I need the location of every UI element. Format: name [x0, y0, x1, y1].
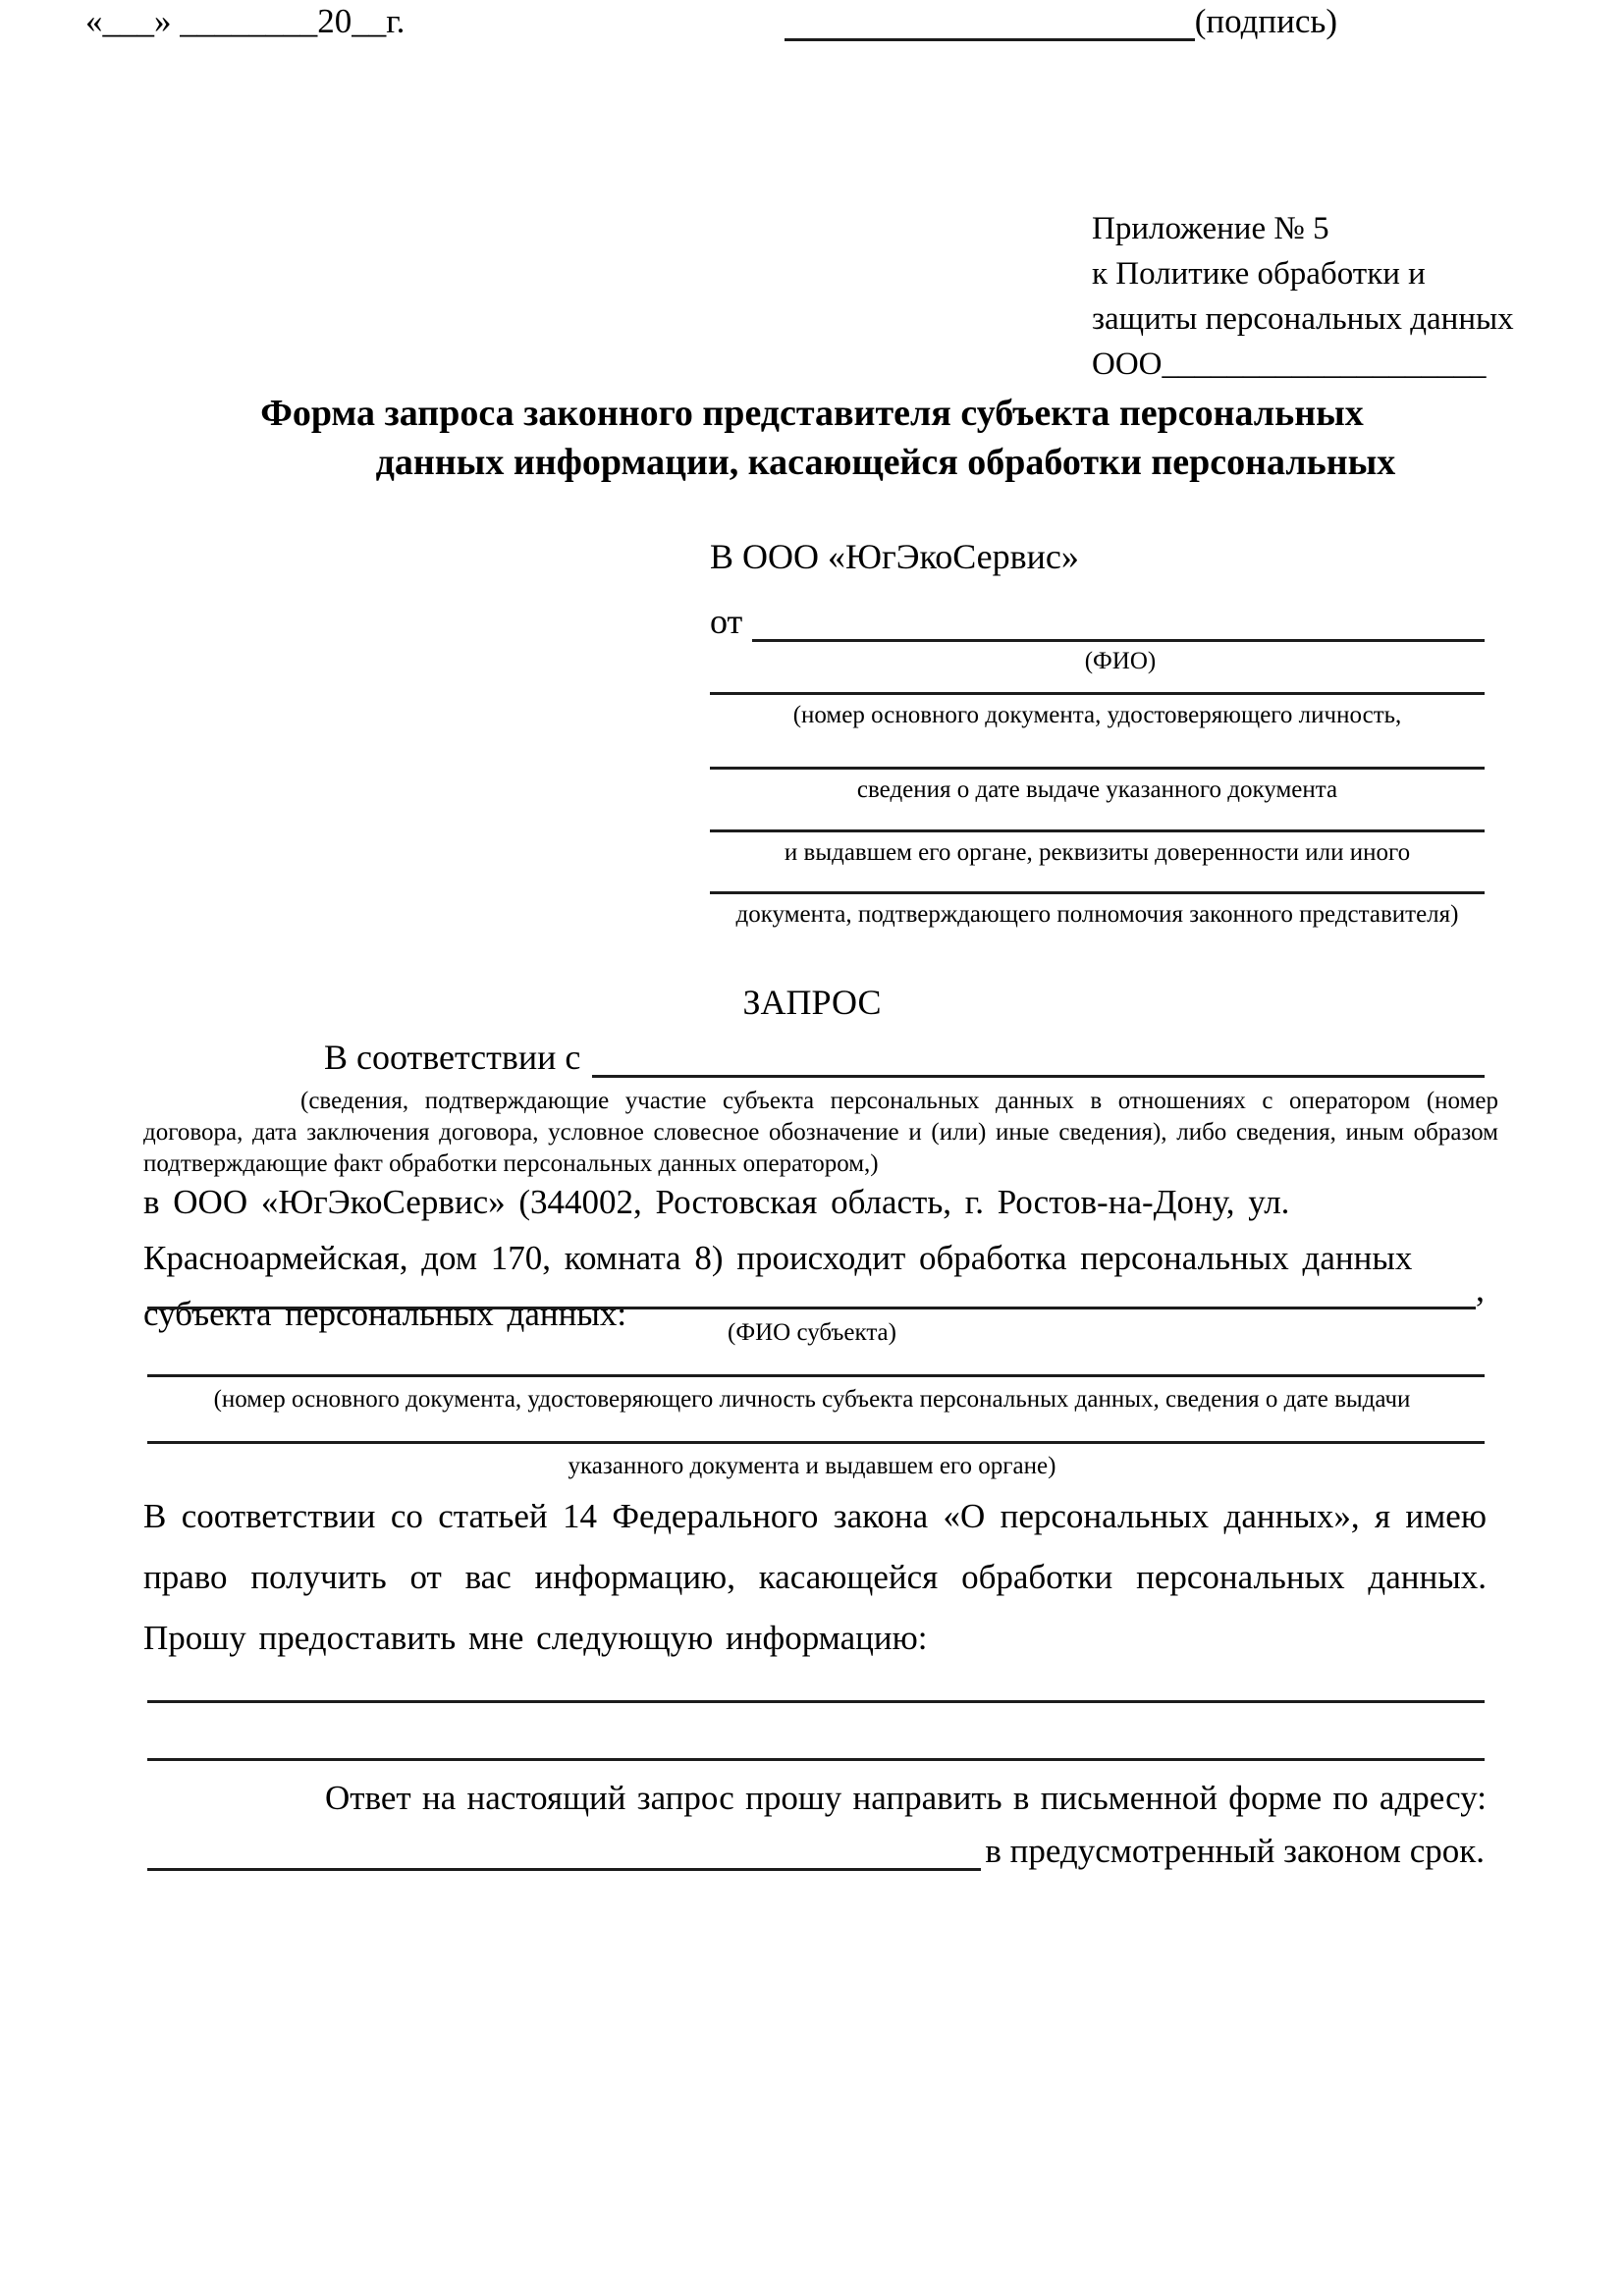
doc-blank-line-4 [710, 891, 1485, 894]
subject-line-comma: , [1476, 1269, 1485, 1308]
subject-name-row [147, 1266, 1485, 1309]
appendix-line-2: к Политике обработки и [1092, 256, 1426, 292]
subject-doc-caption-2: указанного документа и выдавшем его органе) [568, 1453, 1056, 1479]
doc-caption-1: (номер основного документа, удостоверяющего личность, [792, 702, 1402, 728]
fio-caption: (ФИО) [1084, 648, 1157, 674]
subject-fio-caption: (ФИО субъекта) [728, 1319, 896, 1346]
request-heading: ЗАПРОС [742, 983, 882, 1022]
accordance-blank-line [592, 1075, 1485, 1078]
footer-row [0, 0, 1337, 41]
appendix-company-blank: ООО____________________ [1092, 347, 1487, 382]
reply-address-blank-line [147, 1868, 981, 1871]
date-blank: «___» ________20__г. [85, 2, 406, 40]
fio-blank-line [752, 639, 1485, 642]
doc-caption-3: и выдавшем его органе, реквизиты доверенности или иного [784, 839, 1411, 866]
reply-term: в предусмотренный законом срок. [985, 1832, 1485, 1870]
reply-paragraph: Ответ на настоящий запрос прошу направить в письменной форме по адресу: [325, 1779, 1487, 1817]
signature-caption: (подпись) [1194, 2, 1337, 40]
doc-blank-line-1 [710, 692, 1485, 695]
appendix-line-3: защиты персональных данных [1092, 301, 1514, 337]
doc-caption-4: документа, подтверждающего полномочия законного представителя) [735, 901, 1459, 928]
law-paragraph: В соответствии со статьей 14 Федерального закона «О персональных данных», я имею право получить от вас информацию, касающейся обработки персональных данных. Прошу предоставить мне следующую информацию: [143, 1497, 1487, 1657]
form-title-line-2: данных информации, касающейся обработки персональных [375, 442, 1396, 483]
subject-doc-blank-line-1 [147, 1374, 1485, 1377]
info-blank-line-1 [147, 1700, 1485, 1703]
operator-paragraph: в ООО «ЮгЭкоСервис» (344002, Ростовская область, г. Ростов-на-Дону, ул. Красноармейская, дом 170, комната 8) происходит обработка персональных данных субъекта персональных данных: [143, 1183, 1413, 1333]
info-blank-line-2 [147, 1758, 1485, 1761]
signature-group [785, 2, 1337, 41]
from-label: от [710, 602, 743, 641]
doc-caption-2: сведения о дате выдаче указанного документа [856, 776, 1338, 803]
accordance-caption: (сведения, подтверждающие участие субъекта персональных данных в отношениях с оператором (номер договора, дата заключения договора, условное словесное обозначение и (или) иные сведения), либо сведения, иным образом подтверждающие факт обработки персональных данных оператором,) [143, 1088, 1498, 1177]
reply-address-row [147, 1828, 1485, 1871]
from-row [710, 599, 1485, 642]
subject-name-blank-line [147, 1307, 1476, 1309]
subject-doc-caption-1: (номер основного документа, удостоверяющего личность субъекта персональных данных, сведения о дате выдачи [213, 1386, 1411, 1413]
doc-blank-line-3 [710, 829, 1485, 832]
appendix-block [1092, 206, 1514, 387]
doc-blank-line-2 [710, 767, 1485, 770]
signature-blank-line [785, 38, 1195, 41]
accordance-row [324, 1035, 1485, 1078]
form-title [143, 389, 1481, 487]
addressee-to: В ООО «ЮгЭкоСервис» [710, 537, 1079, 576]
form-title-line-1: Форма запроса законного представителя субъекта персональных [260, 393, 1364, 434]
accordance-label: В соответствии с [324, 1038, 581, 1077]
appendix-line-1: Приложение № 5 [1092, 211, 1329, 246]
subject-doc-blank-line-2 [147, 1441, 1485, 1444]
